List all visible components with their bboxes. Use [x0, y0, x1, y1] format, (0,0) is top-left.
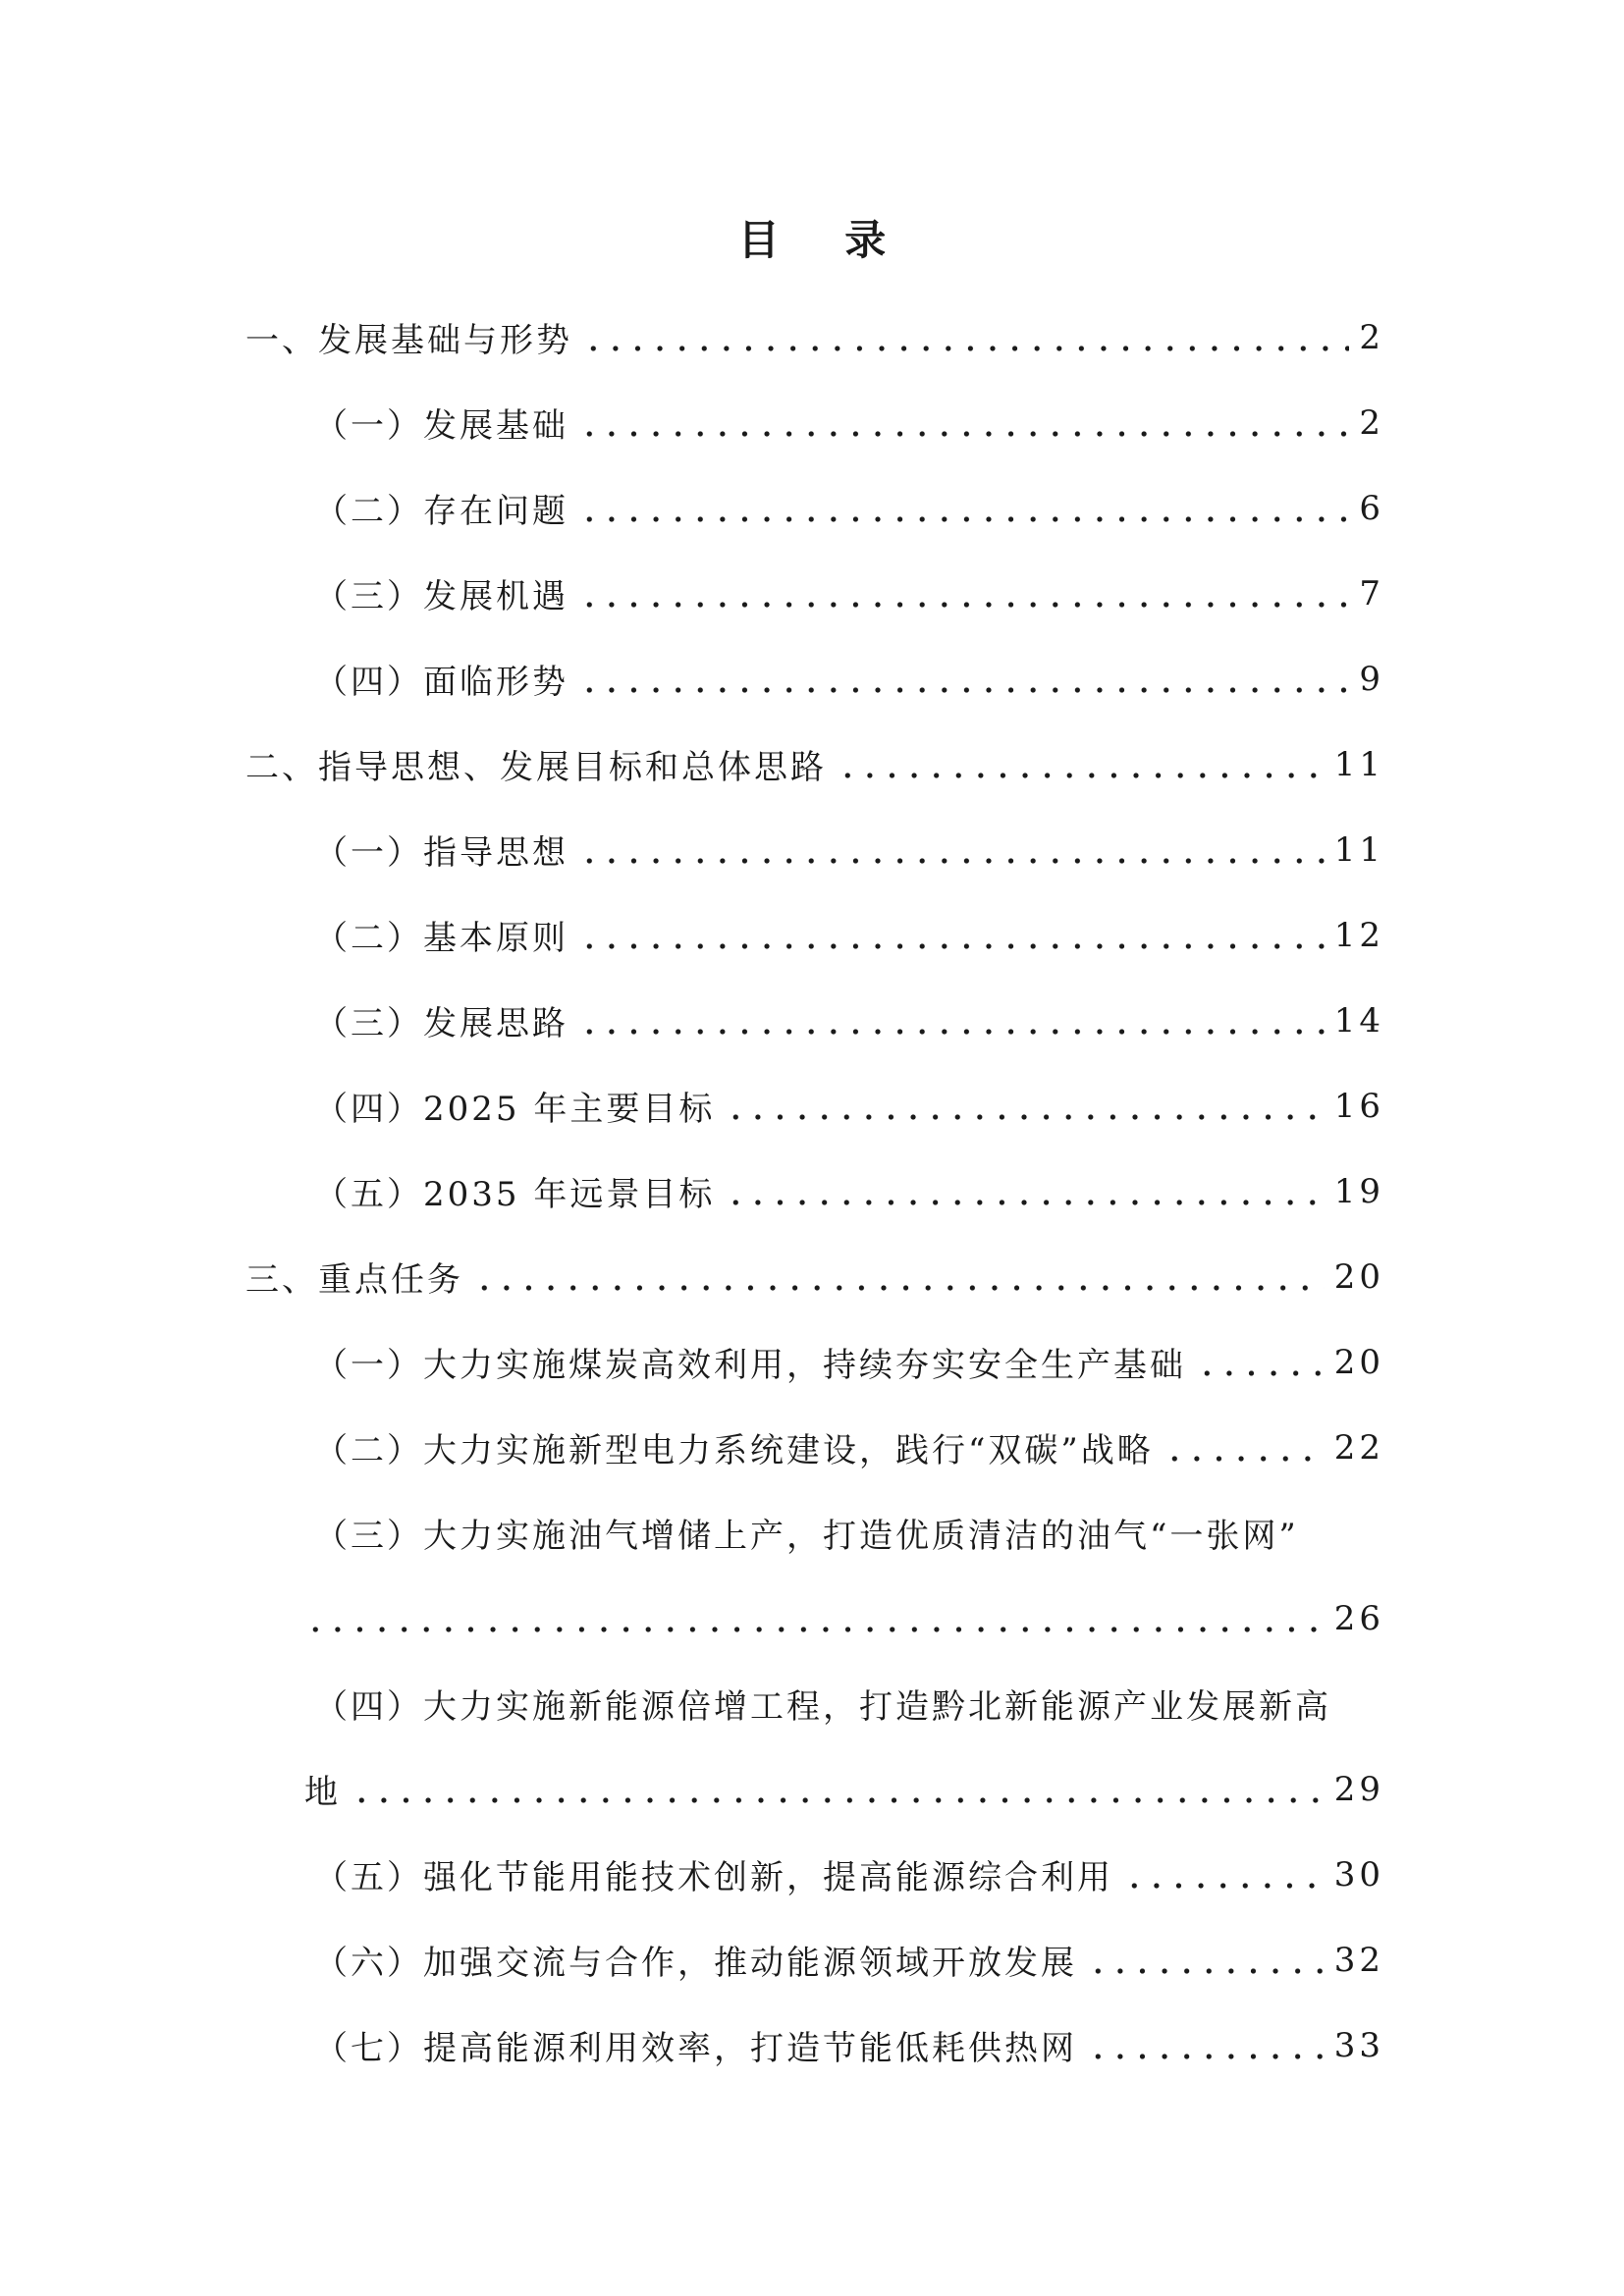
toc-entry[interactable] — [245, 294, 1384, 380]
toc-page-number: 29 — [1333, 1769, 1384, 1809]
toc-page-number: 7 — [1359, 573, 1384, 614]
toc-entry[interactable] — [245, 465, 1384, 551]
toc-page-number: 20 — [1333, 1342, 1384, 1382]
toc-page-number: 30 — [1333, 1854, 1384, 1895]
dot-leader — [578, 404, 1349, 438]
toc-entry[interactable] — [245, 1661, 1384, 1746]
toc-page-number: 2 — [1359, 317, 1384, 357]
toc-page-number: 12 — [1333, 915, 1384, 955]
toc-entry[interactable] — [245, 380, 1384, 465]
toc-page-number: 11 — [1333, 744, 1384, 784]
dot-leader — [578, 831, 1325, 865]
toc-entry-text: （二）存在问题 — [314, 492, 568, 531]
dot-leader — [578, 1002, 1325, 1036]
dot-leader — [725, 1088, 1324, 1121]
toc-entry-continuation[interactable] — [245, 1746, 1384, 1832]
toc-page-number: 16 — [1333, 1086, 1384, 1126]
toc-entry-text: （二）大力实施新型电力系统建设，践行“双碳”战略 — [314, 1431, 1154, 1470]
dot-leader — [578, 575, 1349, 609]
toc-entry-text: （三）发展思路 — [314, 1004, 568, 1043]
dot-leader — [1087, 1942, 1325, 1975]
toc-entry[interactable] — [245, 1917, 1384, 2002]
toc-entry-text: （五）强化节能用能技术创新，提高能源综合利用 — [314, 1858, 1113, 1897]
toc-entry-text: （三）大力实施油气增储上产，打造优质清洁的油气“一张网” — [314, 1517, 1299, 1556]
toc-entry[interactable] — [245, 551, 1384, 636]
dot-leader — [725, 1173, 1324, 1206]
toc-entry-text: （四）面临形势 — [314, 663, 568, 702]
toc-entry-text: （一）指导思想 — [314, 833, 568, 873]
dot-leader — [304, 1600, 1325, 1633]
dot-leader — [351, 1771, 1325, 1804]
toc-entry-text: （五）2035 年远景目标 — [314, 1175, 716, 1214]
toc-entry[interactable] — [245, 1405, 1384, 1490]
dot-leader — [578, 490, 1349, 523]
toc-entry[interactable] — [245, 1319, 1384, 1405]
toc-entry-text: 三、重点任务 — [245, 1260, 463, 1300]
dot-leader — [578, 917, 1325, 950]
toc-entry[interactable] — [245, 1234, 1384, 1319]
toc-page-number: 26 — [1333, 1598, 1384, 1638]
toc-entry[interactable] — [245, 1063, 1384, 1148]
toc-entry-text: （一）大力实施煤炭高效利用，持续夯实安全生产基础 — [314, 1346, 1186, 1385]
toc-entry[interactable] — [245, 978, 1384, 1063]
toc-entry-text: （七）提高能源利用效率，打造节能低耗供热网 — [314, 2029, 1077, 2068]
toc-entry-text: 一、发展基础与形势 — [245, 321, 572, 360]
toc-page-number: 19 — [1333, 1171, 1384, 1211]
toc-entry-text: （二）基本原则 — [314, 919, 568, 958]
toc-page-number: 2 — [1359, 402, 1384, 443]
toc-page-number: 11 — [1333, 829, 1384, 870]
dot-leader — [1087, 2027, 1325, 2060]
toc-entry-text: （四）大力实施新能源倍增工程，打造黔北新能源产业发展新高 — [314, 1687, 1331, 1727]
dot-leader — [1164, 1429, 1325, 1463]
toc-entry[interactable] — [245, 892, 1384, 978]
toc-page-number: 22 — [1333, 1427, 1384, 1468]
dot-leader — [578, 661, 1349, 694]
toc-list — [245, 294, 1384, 2088]
toc-entry[interactable] — [245, 1148, 1384, 1234]
toc-entry[interactable] — [245, 1832, 1384, 1917]
dot-leader — [1196, 1344, 1325, 1377]
toc-entry-text: （三）发展机遇 — [314, 577, 568, 616]
toc-entry-continuation[interactable] — [245, 1575, 1384, 1661]
toc-entry-text: 二、指导思想、发展目标和总体思路 — [245, 748, 827, 787]
toc-entry-text: （六）加强交流与合作，推动能源领域开放发展 — [314, 1944, 1077, 1983]
dot-leader — [473, 1258, 1325, 1292]
toc-page-number: 20 — [1333, 1256, 1384, 1297]
dot-leader — [837, 746, 1325, 779]
toc-entry-text: 地 — [304, 1773, 341, 1812]
toc-title: 目 录 — [737, 216, 912, 264]
toc-entry-text: （四）2025 年主要目标 — [314, 1090, 716, 1129]
dot-leader — [1123, 1856, 1325, 1890]
toc-page-number: 9 — [1359, 659, 1384, 699]
toc-page-number: 33 — [1333, 2025, 1384, 2065]
toc-entry[interactable] — [245, 2002, 1384, 2088]
toc-entry-text: （一）发展基础 — [314, 406, 568, 446]
toc-page-number: 6 — [1359, 488, 1384, 528]
toc-entry[interactable] — [245, 807, 1384, 892]
toc-page-number: 32 — [1333, 1940, 1384, 1980]
dot-leader — [582, 319, 1349, 352]
toc-entry[interactable] — [245, 1490, 1384, 1575]
toc-entry[interactable] — [245, 636, 1384, 721]
toc-page-number: 14 — [1333, 1000, 1384, 1041]
toc-entry[interactable] — [245, 721, 1384, 807]
